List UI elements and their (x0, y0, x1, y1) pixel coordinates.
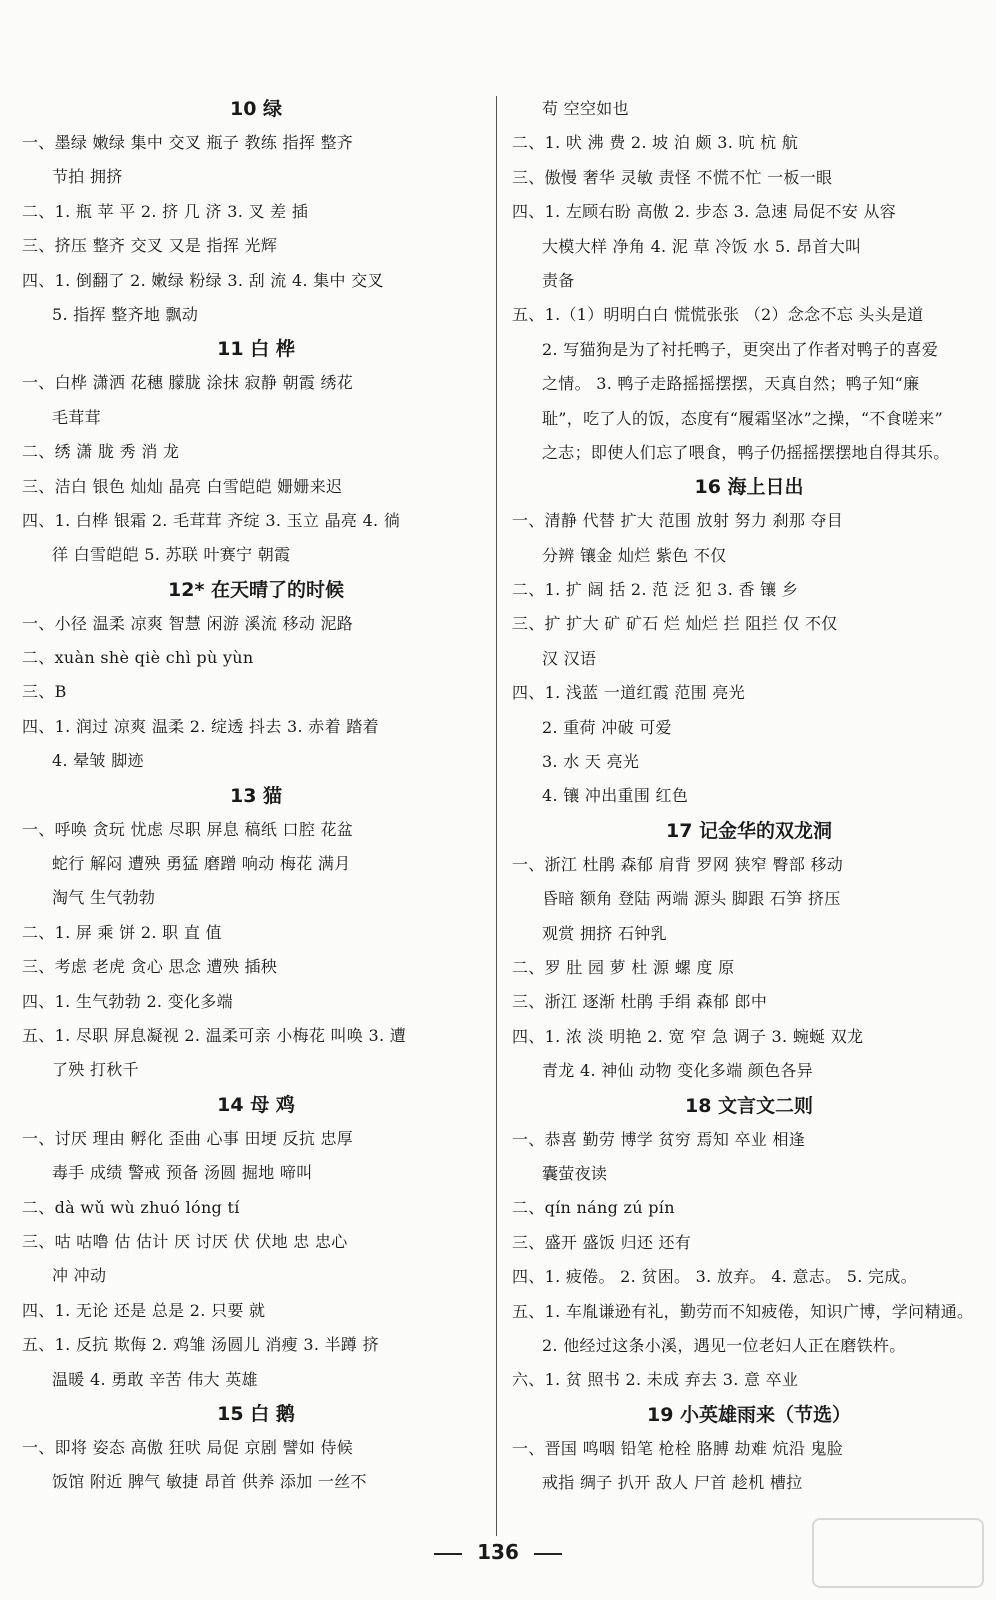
answer-line: 二、1. 扩 阔 括 2. 范 泛 犯 3. 香 镶 乡 (512, 580, 799, 600)
section-heading: 14 母 鸡 (217, 1093, 295, 1116)
left-column (22, 92, 490, 1500)
answer-line-continued: 大模大样 净角 4. 泥 草 冷饭 水 5. 昂首大叫 (542, 236, 862, 256)
column-divider (496, 96, 497, 1536)
answer-line: 二、qín náng zú pín (512, 1198, 675, 1218)
watermark-logo (812, 1518, 984, 1588)
answer-line: 一、小径 温柔 凉爽 智慧 闲游 溪流 移动 泥路 (22, 613, 354, 633)
answer-line: 四、1. 浓 淡 明艳 2. 宽 窄 急 调子 3. 蜿蜒 双龙 (512, 1026, 864, 1046)
answer-line-continued: 毒手 成绩 警戒 预备 汤圆 掘地 啼叫 (52, 1163, 313, 1183)
answer-line: 四、1. 浅蓝 一道红霞 范围 亮光 (512, 683, 746, 703)
answer-line-continued: 责备 (542, 270, 575, 290)
section-heading: 12* 在天晴了的时候 (168, 578, 344, 601)
answer-line: 三、洁白 银色 灿灿 晶亮 白雪皑皑 姗姗来迟 (22, 476, 343, 496)
answer-line: 二、1. 瓶 苹 平 2. 挤 几 济 3. 叉 差 插 (22, 201, 309, 221)
answer-line: 一、清静 代替 扩大 范围 放射 努力 刹那 夺目 (512, 511, 844, 531)
answer-line-continued: 耻”，吃了人的饭，态度有“履霜坚冰”之操，“不食嗟来” (542, 408, 943, 428)
answer-line-continued: 冲 冲动 (52, 1266, 107, 1286)
section-heading: 11 白 桦 (217, 338, 295, 361)
answer-line-continued: 苟 空空如也 (542, 99, 629, 118)
answer-line: 一、呼唤 贪玩 忧虑 尽职 屏息 稿纸 口腔 花盆 (22, 819, 354, 839)
answer-line-continued: 徉 白雪皑皑 5. 苏联 叶赛宁 朝霞 (52, 545, 291, 565)
footer-dash-right (534, 1553, 562, 1555)
answer-line: 二、罗 肚 园 萝 杜 源 螺 度 原 (512, 957, 735, 977)
section-heading: 10 绿 (229, 98, 283, 120)
answer-line-continued: 温暖 4. 勇敢 辛苦 伟大 英雄 (52, 1369, 258, 1389)
answer-line: 一、白桦 潇洒 花穗 朦胧 涂抹 寂静 朝霞 绣花 (22, 373, 354, 393)
answer-line-continued: 青龙 4. 神仙 动物 变化多端 颜色各异 (542, 1061, 813, 1081)
answer-line-continued: 观赏 拥挤 石钟乳 (542, 923, 667, 943)
answer-line-continued: 分辨 镶金 灿烂 紫色 不仅 (542, 545, 727, 565)
answer-line: 二、xuàn shè qiè chì pù yùn (22, 648, 254, 668)
answer-line-continued: 饭馆 附近 脾气 敏捷 昂首 供养 添加 一丝不 (52, 1472, 367, 1492)
answer-line: 三、咕 咕噜 估 估计 厌 讨厌 伏 伏地 忠 忠心 (22, 1231, 348, 1251)
answer-line: 一、即将 姿态 高傲 狂吠 局促 京剧 譬如 侍候 (22, 1437, 354, 1457)
section-heading: 15 白 鹅 (217, 1402, 295, 1425)
section-heading: 18 文言文二则 (684, 1094, 814, 1117)
answer-line-continued: 4. 镶 冲出重围 红色 (542, 786, 689, 806)
answer-line-continued: 5. 指挥 整齐地 飘动 (52, 304, 199, 324)
answer-line: 一、浙江 杜鹃 森郁 肩背 罗网 狭窄 臀部 移动 (512, 854, 844, 874)
footer-dash-left (434, 1553, 462, 1555)
answer-line: 三、考虑 老虎 贪心 思念 遭殃 插秧 (22, 957, 278, 977)
answer-line: 一、恭喜 勤劳 博学 贫穷 焉知 卒业 相逢 (512, 1129, 806, 1149)
answer-line-continued: 蛇行 解闷 遭殃 勇猛 磨蹭 响动 梅花 满月 (52, 854, 351, 874)
answer-line: 三、傲慢 奢华 灵敏 责怪 不慌不忙 一板一眼 (512, 167, 833, 187)
answer-line: 五、1. 尽职 屏息凝视 2. 温柔可亲 小梅花 叫唤 3. 遭 (22, 1025, 407, 1045)
answer-line: 三、挤压 整齐 交叉 又是 指挥 光辉 (22, 236, 278, 256)
answer-line: 三、B (22, 682, 67, 702)
answer-line-continued: 2. 写猫狗是为了衬托鸭子，更突出了作者对鸭子的喜爱 (542, 339, 939, 359)
answer-line: 四、1. 左顾右盼 高傲 2. 步态 3. 急速 局促不安 从容 (512, 202, 897, 222)
answer-line-continued: 囊萤夜读 (542, 1163, 608, 1183)
answer-line: 四、1. 无论 还是 总是 2. 只要 就 (22, 1300, 266, 1320)
section-heading: 17 记金华的双龙洞 (665, 819, 833, 842)
answer-line-continued: 2. 他经过这条小溪，遇见一位老妇人正在磨铁杵。 (542, 1335, 906, 1355)
answer-line: 三、扩 扩大 矿 矿石 烂 灿烂 拦 阻拦 仅 不仅 (512, 614, 838, 634)
answer-line-continued: 淘气 生气勃勃 (52, 888, 156, 908)
answer-line: 五、1.（1）明明白白 慌慌张张 （2）念念不忘 头头是道 (512, 305, 924, 325)
answer-line: 一、墨绿 嫩绿 集中 交叉 瓶子 教练 指挥 整齐 (22, 133, 354, 152)
answer-line-continued: 昏暗 额角 登陆 两端 源头 脚跟 石笋 挤压 (542, 889, 841, 909)
answer-line: 三、盛开 盛饭 归还 还有 (512, 1232, 692, 1252)
answer-line-continued: 了殃 打秋千 (52, 1060, 139, 1080)
answer-line: 二、1. 屏 乘 饼 2. 职 直 值 (22, 922, 222, 942)
answer-line: 二、dà wǔ wù zhuó lóng tí (22, 1197, 240, 1217)
right-column (512, 92, 986, 1500)
answer-line-continued: 4. 晕皱 脚迹 (52, 751, 144, 771)
answer-line-continued: 3. 水 天 亮光 (542, 752, 640, 772)
answer-line: 四、1. 白桦 银霜 2. 毛茸茸 齐绽 3. 玉立 晶亮 4. 徜 (22, 510, 401, 530)
answer-line: 二、1. 吠 沸 费 2. 坡 泊 颇 3. 吭 杭 航 (512, 133, 799, 153)
answer-line: 六、1. 贫 照书 2. 未成 弃去 3. 意 卒业 (512, 1370, 799, 1390)
section-heading: 13 猫 (229, 784, 283, 807)
section-heading: 16 海上日出 (694, 476, 804, 499)
answer-line: 五、1. 车胤谦逊有礼，勤劳而不知疲倦，知识广博，学问精通。 (512, 1301, 974, 1321)
answer-line-continued: 之志；即使人们忘了喂食，鸭子仍摇摇摆摆地自得其乐。 (542, 442, 950, 462)
answer-line: 三、浙江 逐渐 杜鹃 手绢 森郁 郎中 (512, 992, 768, 1012)
answer-line: 五、1. 反抗 欺侮 2. 鸡雏 汤圆儿 消瘦 3. 半蹲 挤 (22, 1335, 379, 1355)
answer-line: 二、绣 潇 胧 秀 消 龙 (22, 442, 180, 462)
answer-line-continued: 2. 重荷 冲破 可爱 (542, 717, 672, 737)
answer-line-continued: 戒指 绸子 扒开 敌人 尸首 趁机 槽拉 (542, 1473, 803, 1493)
answer-line: 一、晋国 鸣咽 铅笔 枪栓 胳膊 劫难 炕沿 鬼脸 (512, 1438, 844, 1458)
section-heading: 19 小英雄雨来（节选） (646, 1403, 852, 1426)
answer-line-continued: 汉 汉语 (542, 648, 597, 668)
answer-line-continued: 节拍 拥挤 (52, 167, 123, 187)
answer-line: 四、1. 润过 凉爽 温柔 2. 绽透 抖去 3. 赤着 踏着 (22, 716, 379, 736)
answer-line-continued: 毛茸茸 (52, 407, 101, 427)
answer-line: 四、1. 倒翻了 2. 嫩绿 粉绿 3. 刮 流 4. 集中 交叉 (22, 270, 384, 290)
answer-line: 四、1. 疲倦。 2. 贫困。 3. 放弃。 4. 意志。 5. 完成。 (512, 1267, 917, 1287)
answer-line: 四、1. 生气勃勃 2. 变化多端 (22, 991, 233, 1011)
page-number: 136 (477, 1540, 519, 1564)
answer-line: 一、讨厌 理由 孵化 歪曲 心事 田埂 反抗 忠厚 (22, 1128, 354, 1148)
answer-line-continued: 之情。 3. 鸭子走路摇摇摆摆，天真自然；鸭子知“廉 (542, 374, 920, 394)
